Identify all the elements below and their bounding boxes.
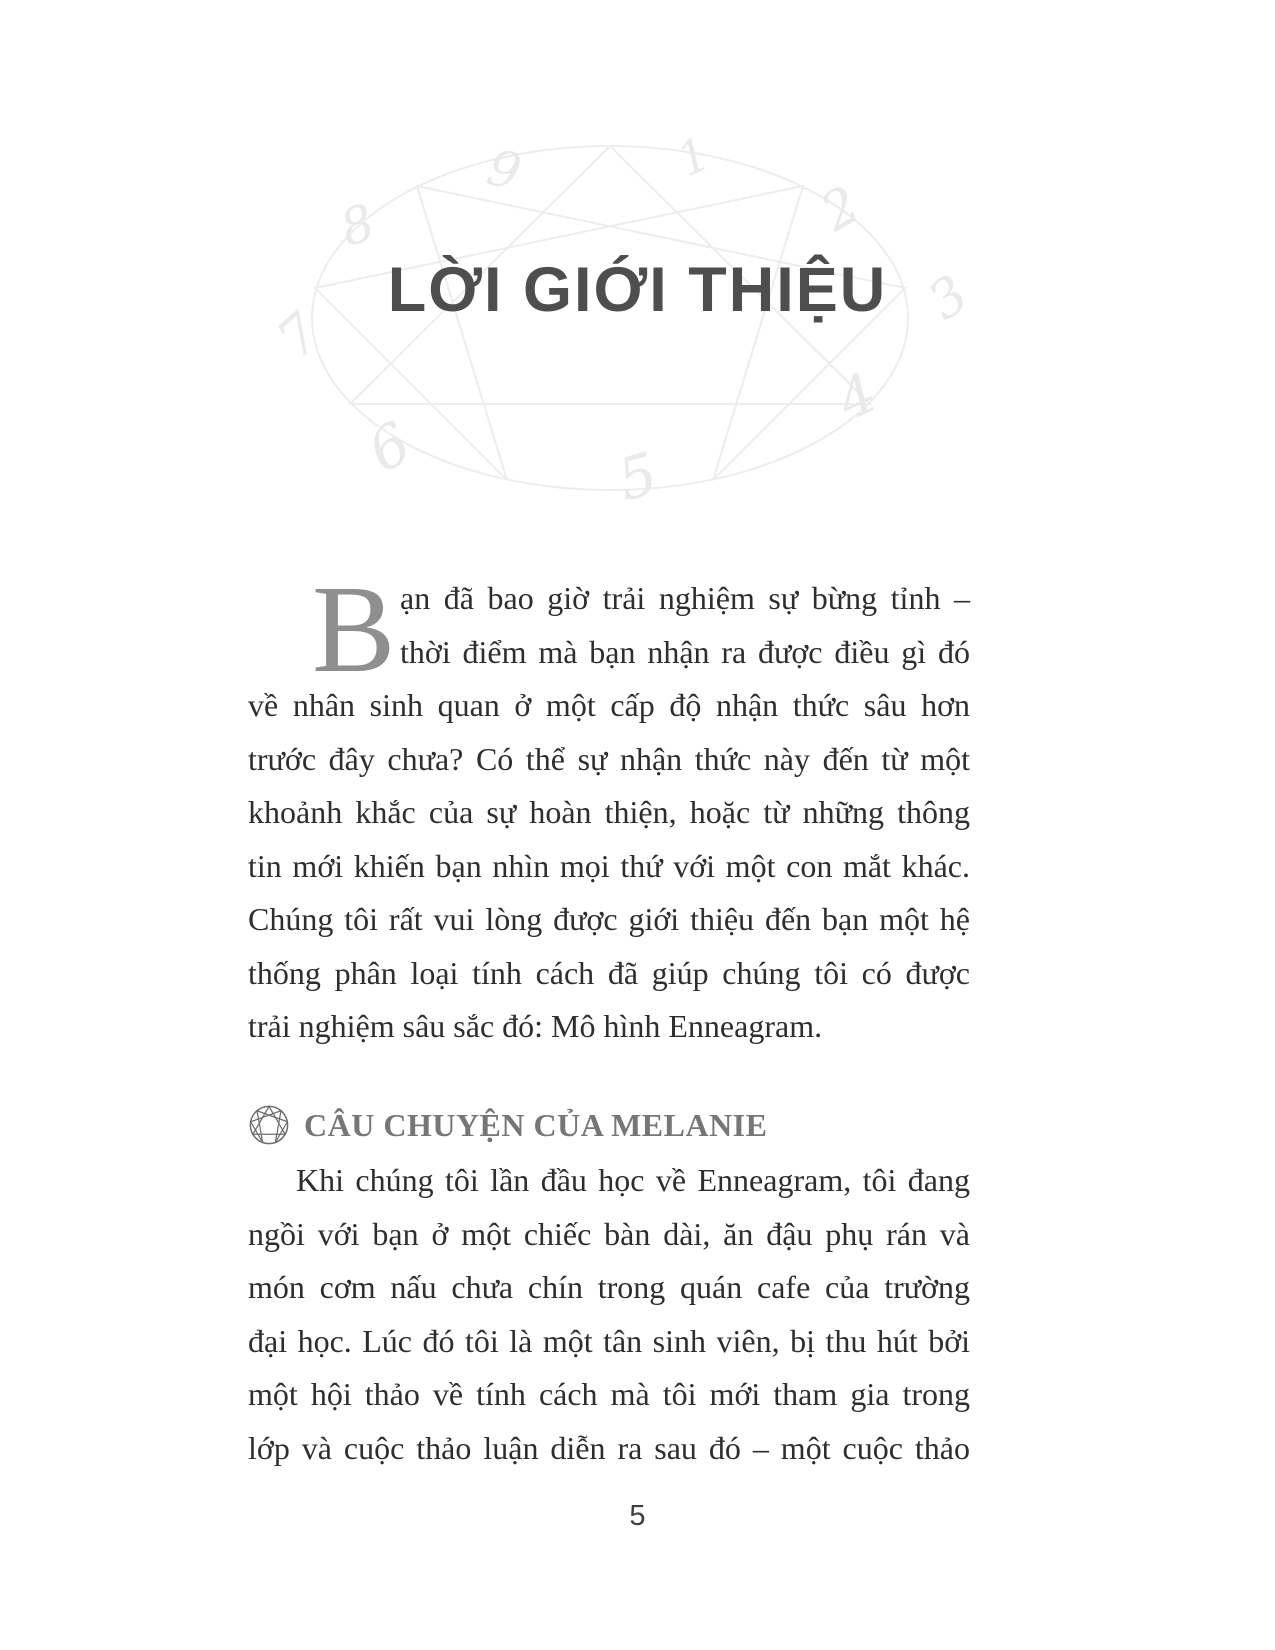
section-heading-label: CÂU CHUYỆN CỦA MELANIE	[304, 1107, 768, 1143]
story-line: ngồi với bạn ở một chiếc bàn dài, ăn đậu phụ rán và	[248, 1215, 970, 1252]
enneagram-icon	[248, 1104, 290, 1146]
story-line: Khi chúng tôi lần đầu học về Enneagram, tôi đang	[296, 1162, 970, 1198]
enneagram-number-3: 3	[917, 264, 980, 333]
story-line: một hội thảo về tính cách mà tôi mới tham gia trong	[248, 1376, 970, 1412]
enneagram-number-2: 2	[811, 174, 871, 244]
section-heading	[248, 1103, 970, 1147]
story-paragraph	[248, 1154, 970, 1475]
enneagram-number-5: 5	[610, 439, 665, 515]
story-line: lớp và cuộc thảo luận diễn ra sau đó – một cuộc thảo	[248, 1429, 970, 1466]
enneagram-number-4: 4	[827, 360, 887, 434]
intro-line: tin mới khiến bạn nhìn mọi thứ với một con mắt khác.	[248, 847, 970, 884]
intro-line: thời điểm mà bạn nhận ra được điều gì đó	[400, 633, 970, 670]
story-line: đại học. Lúc đó tôi là một tân sinh viên, bị thu hút bởi	[248, 1322, 970, 1359]
enneagram-number-7: 7	[264, 300, 333, 371]
intro-line: trải nghiệm sâu sắc đó: Mô hình Enneagram.	[248, 1008, 823, 1044]
intro-line: Chúng tôi rất vui lòng được giới thiệu đến bạn một hệ	[248, 901, 970, 937]
intro-line: thống phân loại tính cách đã giúp chúng tôi có được	[248, 954, 970, 991]
intro-line: khoảnh khắc của sự hoàn thiện, hoặc từ những thông	[248, 794, 970, 830]
intro-line: trước đây chưa? Có thể sự nhận thức này đến từ một	[248, 740, 970, 777]
enneagram-number-8: 8	[333, 192, 382, 258]
intro-line: về nhân sinh quan ở một cấp độ nhận thức sâu hơn	[248, 687, 970, 723]
drop-cap: B	[312, 561, 396, 699]
story-line: món cơm nấu chưa chín trong quán cafe của trường	[248, 1269, 970, 1305]
page-title: LỜI GIỚI THIỆU	[387, 255, 888, 325]
enneagram-number-6: 6	[357, 408, 422, 486]
enneagram-number-9: 9	[481, 137, 527, 202]
page-number: 5	[629, 1500, 646, 1532]
intro-line: ạn đã bao giờ trải nghiệm sự bừng tỉnh –	[400, 580, 970, 616]
intro-paragraph	[248, 561, 970, 1054]
enneagram-number-1: 1	[669, 126, 718, 188]
